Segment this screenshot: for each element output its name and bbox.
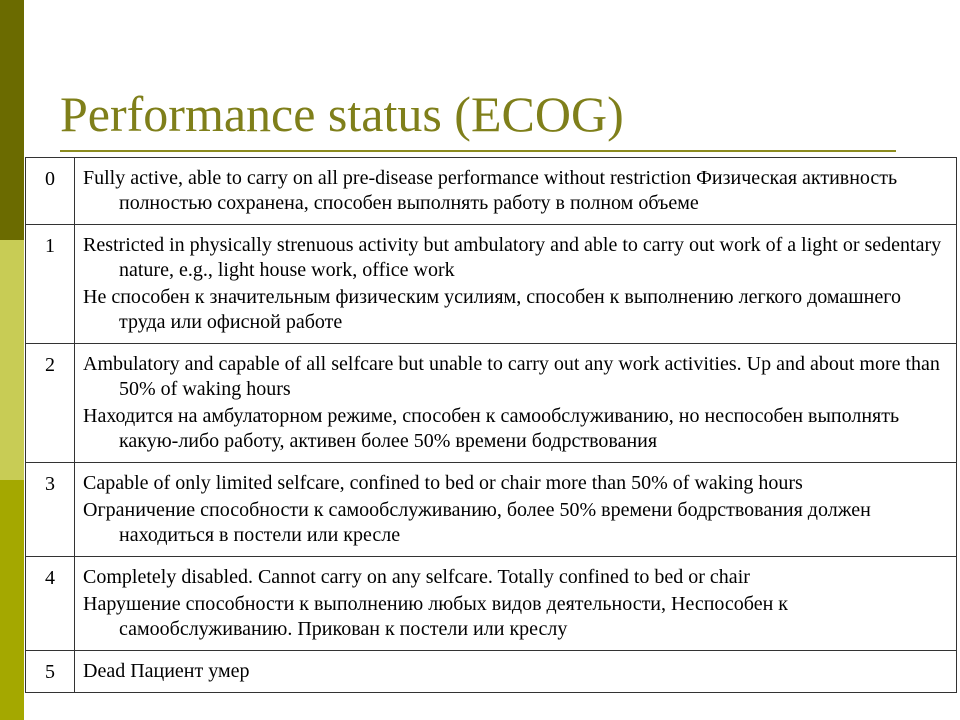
grade-cell: 0 <box>26 158 75 225</box>
description-text-ru: Ограничение способности к самообслуживанию, более 50% времени бодрствования должен находиться в постели или кресле <box>83 499 871 546</box>
title-underline <box>60 150 896 152</box>
slide-title: Performance status (ECOG) <box>60 86 624 142</box>
description-cell <box>75 463 957 557</box>
table-row <box>26 463 957 557</box>
grade-cell: 1 <box>26 225 75 344</box>
sidebar-segment-dark <box>0 0 24 240</box>
description-cell <box>75 225 957 344</box>
description-text: Dead Пациент умер <box>83 660 250 682</box>
description-cell <box>75 651 957 693</box>
decorative-sidebar <box>0 0 24 720</box>
description-text: Completely disabled. Cannot carry on any selfcare. Totally confined to bed or chair <box>83 566 750 588</box>
grade-cell: 4 <box>26 557 75 651</box>
description-text-ru: Не способен к значительным физическим усилиям, способен к выполнению легкого домашнего труда или офисной работе <box>83 286 901 333</box>
table-row <box>26 158 957 225</box>
description-text: Capable of only limited selfcare, confined to bed or chair more than 50% of waking hours <box>83 472 803 494</box>
grade-cell: 3 <box>26 463 75 557</box>
description-cell <box>75 344 957 463</box>
table-row <box>26 557 957 651</box>
description-cell <box>75 557 957 651</box>
description-text: Restricted in physically strenuous activity but ambulatory and able to carry out work of a light or sedentary nature, e.g., light house work, office work <box>83 234 942 281</box>
table-row <box>26 651 957 693</box>
ecog-table <box>25 157 957 693</box>
table-row <box>26 225 957 344</box>
description-text-ru: Нарушение способности к выполнению любых видов деятельности, Неспособен к самообслуживанию. Прикован к постели или креслу <box>83 593 788 640</box>
grade-cell: 2 <box>26 344 75 463</box>
table-row <box>26 344 957 463</box>
description-text-ru: Находится на амбулаторном режиме, способен к самообслуживанию, но неспособен выполнять какую-либо работу, активен более 50% времени бодрствования <box>83 405 900 452</box>
sidebar-segment-mid <box>0 480 24 720</box>
description-text: Ambulatory and capable of all selfcare but unable to carry out any work activities. Up and about more than 50% of waking hours <box>83 353 940 400</box>
description-cell <box>75 158 957 225</box>
grade-cell: 5 <box>26 651 75 693</box>
description-text: Fully active, able to carry on all pre-disease performance without restriction Физическая активность полностью сохранена, способен выполнять работу в полном объеме <box>83 167 898 214</box>
sidebar-segment-light <box>0 240 24 480</box>
